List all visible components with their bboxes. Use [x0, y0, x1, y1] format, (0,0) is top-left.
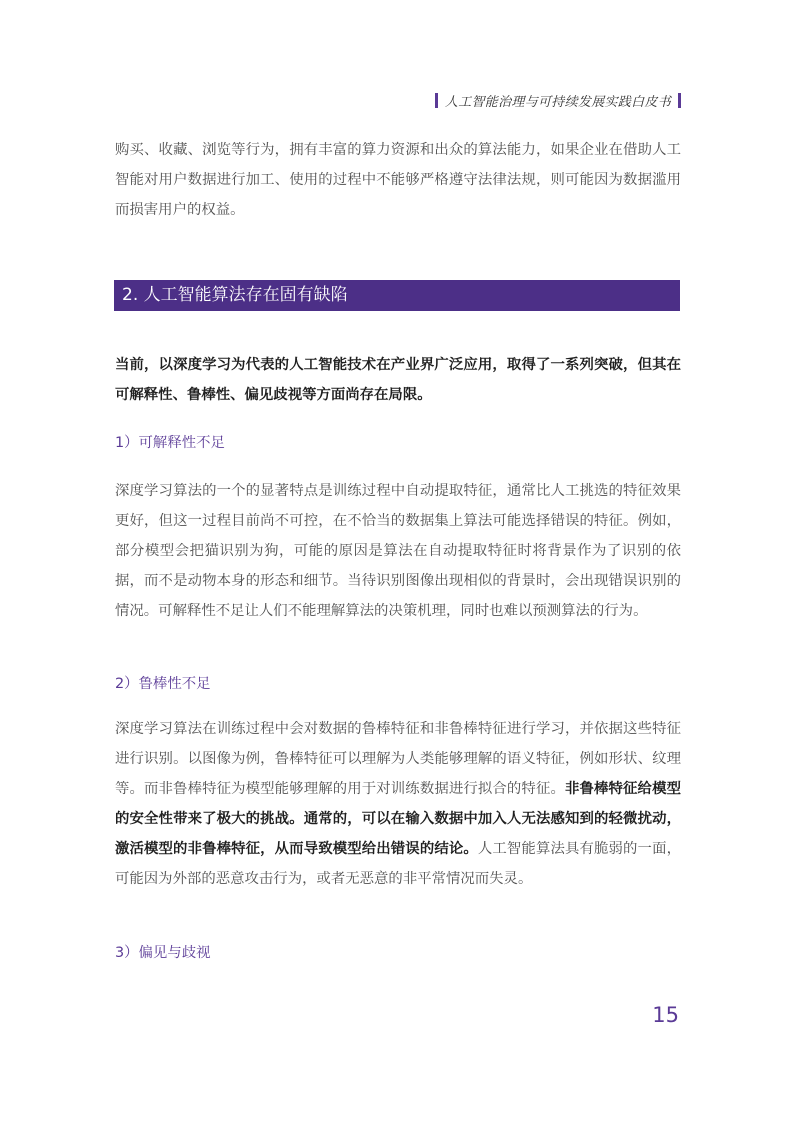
- robustness-text-bold: 非鲁棒特征给模型的安全性带来了极大的挑战。通常的，可以在输入数据中加入人无法感知到的轻微扰动，激活模型的非鲁棒特征，从而导致模型给出错误的结论。: [115, 781, 681, 857]
- header-title: 人工智能治理与可持续发展实践白皮书: [444, 95, 671, 110]
- header-right-bar: [678, 93, 681, 108]
- robustness-text-part2: 人工智能算法具有脆弱的一面，可能因为外部的恶意攻击行为，或者无恶意的非平常情况而失灵。: [115, 841, 681, 887]
- page-number: 15: [652, 1003, 679, 1027]
- subsection-heading-interpretability: 1）可解释性不足: [115, 435, 225, 451]
- robustness-text-part1: 深度学习算法在训练过程中会对数据的鲁棒特征和非鲁棒特征进行学习，并依据这些特征进行识别。以图像为例，鲁棒特征可以理解为人类能够理解的语义特征，例如形状、纹理等。而非鲁棒特征为模型能够理解的用于对训练数据进行拟合的特征。: [115, 721, 681, 797]
- intro-paragraph: 购买、收藏、浏览等行为，拥有丰富的算力资源和出众的算法能力，如果企业在借助人工智能对用户数据进行加工、使用的过程中不能够严格遵守法律法规，则可能因为数据滥用而损害用户的权益。: [115, 142, 681, 218]
- section-heading: 2. 人工智能算法存在固有缺陷: [114, 280, 680, 311]
- subsection-heading-robustness: 2）鲁棒性不足: [115, 676, 211, 692]
- section-lead: 当前，以深度学习为代表的人工智能技术在产业界广泛应用，取得了一系列突破，但其在可解释性、鲁棒性、偏见歧视等方面尚存在局限。: [115, 357, 681, 403]
- subsection-body-interpretability: 深度学习算法的一个的显著特点是训练过程中自动提取特征，通常比人工挑选的特征效果更好，但这一过程目前尚不可控，在不恰当的数据集上算法可能选择错误的特征。例如，部分模型会把猫识别为狗，可能的原因是算法在自动提取特征时将背景作为了识别的依据，而不是动物本身的形态和细节。当待识别图像出现相似的背景时，会出现错误识别的情况。可解释性不足让人们不能理解算法的决策机理，同时也难以预测算法的行为。: [115, 483, 681, 619]
- header-left-bar: [435, 93, 438, 108]
- running-header: [435, 91, 681, 110]
- subsection-body-robustness: [115, 714, 681, 894]
- subsection-heading-bias: 3）偏见与歧视: [115, 945, 211, 961]
